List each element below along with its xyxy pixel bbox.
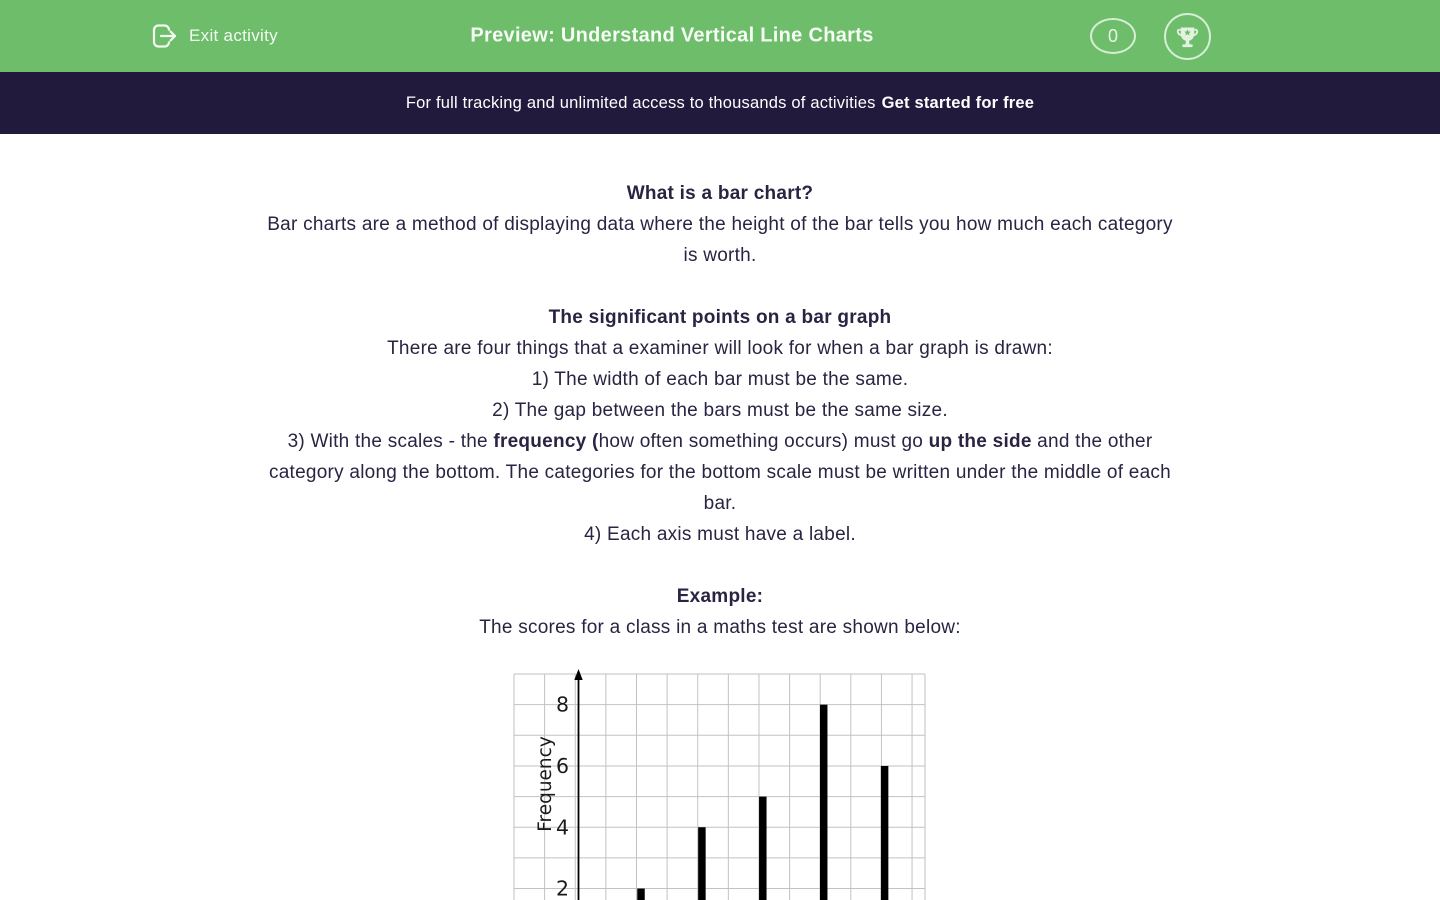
text-line — [153, 271, 1287, 302]
page-title: Preview: Understand Vertical Line Charts — [470, 24, 874, 47]
svg-text:4: 4 — [555, 815, 569, 840]
trophy-icon — [1174, 23, 1201, 50]
exit-activity-label: Exit activity — [189, 26, 278, 45]
text-line: 2) The gap between the bars must be the same size. — [492, 400, 948, 421]
text-line: 3) With the scales - the frequency (how often something occurs) must go up the side and the other — [287, 431, 1153, 452]
brand-logo — [1358, 0, 1440, 60]
svg-text:6: 6 — [555, 753, 569, 778]
exit-icon — [150, 22, 178, 50]
text-line: Example: — [676, 586, 764, 607]
score-badge — [1090, 18, 1136, 54]
text-line: What is a bar chart? — [626, 183, 814, 204]
text-line: category along the bottom. The categories for the bottom scale must be written under the middle of each — [268, 462, 1171, 483]
text-line: The scores for a class in a maths test are shown below: — [479, 617, 961, 638]
text-line: The significant points on a bar graph — [548, 307, 892, 328]
score-value: 0 — [1107, 25, 1118, 46]
app-header — [0, 0, 1440, 72]
lesson-text — [153, 178, 1287, 643]
text-line: bar. — [703, 493, 737, 514]
text-line: 1) The width of each bar must be the same. — [531, 369, 909, 390]
text-line: is worth. — [683, 245, 757, 266]
upsell-text: For full tracking and unlimited access to thousands of activities — [405, 93, 876, 112]
get-started-link[interactable]: Get started for free — [881, 93, 1035, 112]
bar-chart — [500, 660, 940, 900]
trophy-button[interactable] — [1164, 13, 1211, 60]
svg-text:Frequency: Frequency — [535, 736, 556, 832]
upsell-banner — [0, 72, 1440, 134]
text-line: Bar charts are a method of displaying data where the height of the bar tells you how much each category — [267, 214, 1173, 235]
svg-text:2: 2 — [555, 876, 569, 900]
exit-activity-button[interactable] — [150, 0, 278, 72]
bar-chart-figure — [500, 660, 940, 900]
svg-text:8: 8 — [555, 692, 569, 717]
text-line: 4) Each axis must have a label. — [584, 524, 856, 545]
text-line — [153, 550, 1287, 581]
text-line: There are four things that a examiner will look for when a bar graph is drawn: — [387, 338, 1053, 359]
